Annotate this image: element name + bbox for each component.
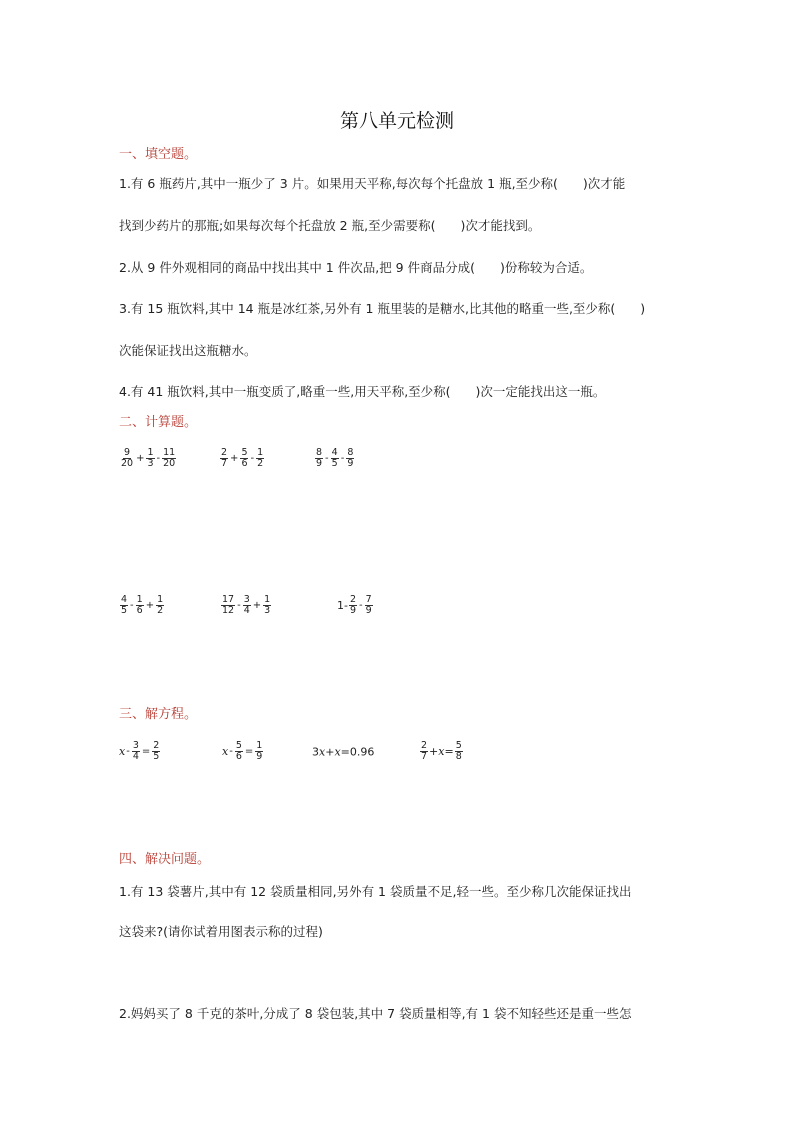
equation-2: x- $\frac{5}{6}$ = $\frac{1}{9}$ xyxy=(222,740,263,762)
calc-expression-3: $\frac{8}{9}$ - $\frac{4}{5}$ - $\frac{8}{9}$ xyxy=(316,447,354,469)
equation-4: $\frac{2}{7}$ +x= $\frac{5}{8}$ xyxy=(421,740,462,762)
calc-expression-2: $\frac{2}{7}$ + $\frac{5}{6}$ - $\frac{1}{2}$ xyxy=(221,447,264,469)
problem-1-line-2: 这袋来?(请你试着用图表示称的过程) xyxy=(119,924,323,939)
calc-expression-5: $\frac{17}{12}$ - $\frac{3}{4}$ + $\frac{1}{3}$ xyxy=(222,594,271,616)
section-heading-equations: 三、解方程。 xyxy=(119,707,198,722)
fill-question-3-line-2: 次能保证找出这瓶糖水。 xyxy=(119,343,257,358)
fill-question-4: 4.有 41 瓶饮料,其中一瓶变质了,略重一些,用天平称,至少称( )次一定能找出这一瓶。 xyxy=(119,384,606,399)
problem-1-line-1: 1.有 13 袋薯片,其中有 12 袋质量相同,另外有 1 袋质量不足,轻一些。至少称几次能保证找出 xyxy=(119,884,632,899)
fill-question-3-line-1: 3.有 15 瓶饮料,其中 14 瓶是冰红茶,另外有 1 瓶里装的是糖水,比其他的略重一些,至少称( ) xyxy=(119,301,646,316)
section-heading-word-problems: 四、解决问题。 xyxy=(119,852,211,867)
section-heading-fill-blank: 一、填空题。 xyxy=(119,147,198,162)
calc-expression-1: $\frac{9}{20}$ + $\frac{1}{3}$ - $\frac{11}{20}$ xyxy=(121,447,176,469)
equation-3: 3x+x=0.96 xyxy=(312,745,375,759)
calc-expression-4: $\frac{4}{5}$ - $\frac{1}{6}$ + $\frac{1}{2}$ xyxy=(121,594,164,616)
fill-question-1-line-2: 找到少药片的那瓶;如果每次每个托盘放 2 瓶,至少需要称( )次才能找到。 xyxy=(119,218,541,233)
calc-expression-6: 1- $\frac{2}{9}$ - $\frac{7}{9}$ xyxy=(337,594,372,616)
fill-question-2: 2.从 9 件外观相同的商品中找出其中 1 件次品,把 9 件商品分成( )份称较为合适。 xyxy=(119,260,593,275)
section-heading-calculation: 二、计算题。 xyxy=(119,415,198,430)
fill-question-1-line-1: 1.有 6 瓶药片,其中一瓶少了 3 片。如果用天平称,每次每个托盘放 1 瓶,至少称( )次才能 xyxy=(119,176,626,191)
page-title: 第八单元检测 xyxy=(339,110,454,132)
problem-2-line-1: 2.妈妈买了 8 千克的茶叶,分成了 8 袋包装,其中 7 袋质量相等,有 1 袋不知轻些还是重一些怎 xyxy=(119,1006,632,1021)
equation-1: x- $\frac{3}{4}$ = $\frac{2}{5}$ xyxy=(119,740,160,762)
